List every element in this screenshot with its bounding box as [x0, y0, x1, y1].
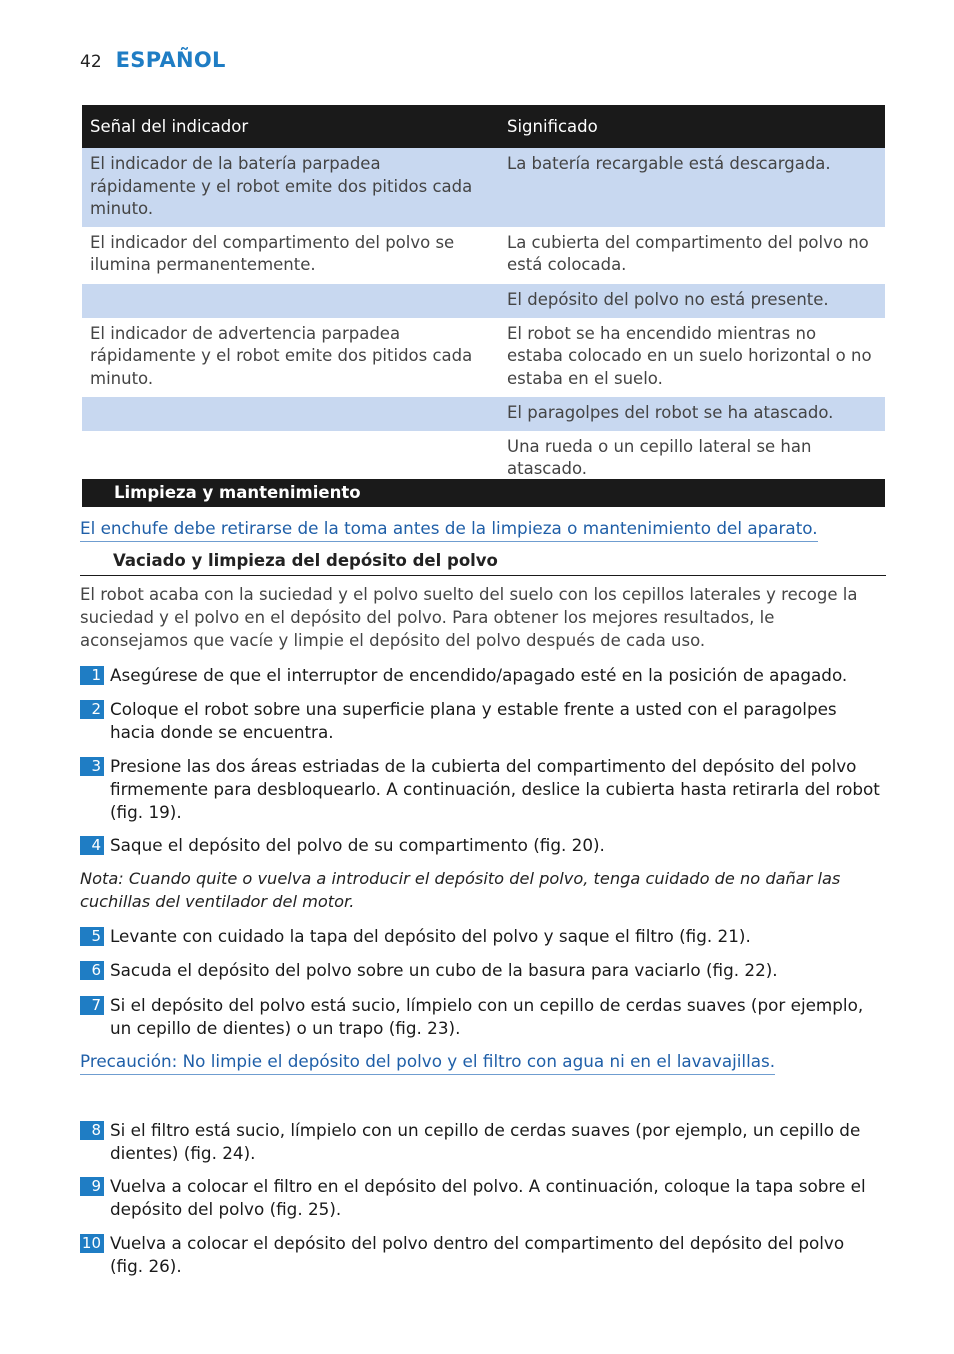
step-item — [80, 994, 880, 1040]
table-header-signal: Señal del indicador — [82, 105, 499, 148]
step-item — [80, 1119, 880, 1165]
step-text: Saque el depósito del polvo de su compartimento (fig. 20). — [110, 835, 605, 855]
language-title: ESPAÑOL — [115, 48, 226, 72]
step-text: Levante con cuidado la tapa del depósito del polvo y saque el filtro (fig. 21). — [110, 926, 751, 946]
page-number: 42 — [80, 52, 102, 72]
caution-text: Precaución: No limpie el depósito del polvo y el filtro con agua ni en el lavavajillas. — [80, 1049, 775, 1075]
step-text: Vuelva a colocar el depósito del polvo dentro del compartimento del depósito del polvo (fig. 26). — [110, 1233, 845, 1276]
table-row — [82, 397, 885, 431]
step-item — [80, 834, 880, 857]
table-cell-meaning: La cubierta del compartimento del polvo no está colocada. — [499, 227, 885, 284]
step-number-badge: 7 — [80, 996, 104, 1015]
step-text: Si el depósito del polvo está sucio, límpielo con un cepillo de cerdas suaves (por ejemplo, un cepillo de dientes) o un trapo (fig. 23). — [110, 995, 864, 1038]
step-number-badge: 5 — [80, 927, 104, 946]
step-number-badge: 2 — [80, 700, 104, 719]
table-cell-meaning: Una rueda o un cepillo lateral se han atascado. — [499, 431, 885, 489]
warning-text: El enchufe debe retirarse de la toma antes de la limpieza o mantenimiento del aparato. — [80, 516, 818, 542]
step-text: Si el filtro está sucio, límpielo con un cepillo de cerdas suaves (por ejemplo, un cepillo de dientes) (fig. 24). — [110, 1120, 861, 1163]
step-item — [80, 959, 880, 982]
table-cell-signal: El indicador del compartimento del polvo se ilumina permanentemente. — [82, 227, 499, 284]
table-cell-signal: El indicador de la batería parpadea rápidamente y el robot emite dos pitidos cada minuto. — [82, 148, 499, 227]
step-number-badge: 3 — [80, 757, 104, 776]
step-item — [80, 1175, 880, 1221]
subheading-text: Vaciado y limpieza del depósito del polvo — [113, 551, 498, 570]
table-cell-meaning: El paragolpes del robot se ha atascado. — [499, 397, 885, 431]
table-cell-signal — [82, 397, 499, 431]
indicator-table — [82, 105, 885, 489]
table-header-meaning: Significado — [499, 105, 885, 148]
step-item — [80, 755, 880, 824]
step-text: Sacuda el depósito del polvo sobre un cubo de la basura para vaciarlo (fig. 22). — [110, 960, 778, 980]
step-text: Coloque el robot sobre una superficie plana y estable frente a usted con el paragolpes hacia donde se encuentra. — [110, 699, 837, 742]
section-title: Limpieza y mantenimiento — [114, 483, 361, 502]
step-number-badge: 8 — [80, 1121, 104, 1140]
step-number-badge: 10 — [80, 1234, 104, 1253]
table-cell-meaning: El depósito del polvo no está presente. — [499, 284, 885, 318]
step-number-badge: 1 — [80, 666, 104, 685]
table-header-row — [82, 105, 885, 148]
section-title-bar — [82, 479, 885, 507]
intro-paragraph: El robot acaba con la suciedad y el polvo suelto del suelo con los cepillos laterales y recoge la suciedad y el polvo en el depósito del polvo. Para obtener los mejores resultados, le aconsejamos que vacíe y limpie el depósito del polvo después de cada uso. — [80, 585, 858, 650]
step-number-badge: 6 — [80, 961, 104, 980]
page-header — [80, 48, 226, 74]
table-cell-meaning: La batería recargable está descargada. — [499, 148, 885, 227]
table-cell-signal — [82, 284, 499, 318]
table-cell-meaning: El robot se ha encendido mientras no estaba colocado en un suelo horizontal o no estaba en el suelo. — [499, 318, 885, 397]
step-number-badge: 9 — [80, 1177, 104, 1196]
step-item — [80, 664, 880, 687]
table-row — [82, 318, 885, 397]
step-text: Vuelva a colocar el filtro en el depósito del polvo. A continuación, coloque la tapa sobre el depósito del polvo (fig. 25). — [110, 1176, 866, 1219]
step-item — [80, 698, 880, 744]
note-text: Nota: Cuando quite o vuelva a introducir el depósito del polvo, tenga cuidado de no dañar las cuchillas del ventilador del motor. — [80, 869, 841, 911]
step-item — [80, 1232, 880, 1278]
step-number-badge: 4 — [80, 836, 104, 855]
table-row — [82, 284, 885, 318]
step-item — [80, 925, 880, 948]
step-text: Asegúrese de que el interruptor de encendido/apagado esté en la posición de apagado. — [110, 665, 848, 685]
subheading — [80, 549, 886, 576]
step-text: Presione las dos áreas estriadas de la cubierta del compartimento del depósito del polvo firmemente para desbloquearlo. A continuación, deslice la cubierta hasta retirarla del robot (fig. 19). — [110, 756, 880, 822]
table-row — [82, 148, 885, 227]
table-row — [82, 227, 885, 284]
table-cell-signal: El indicador de advertencia parpadea rápidamente y el robot emite dos pitidos cada minuto. — [82, 318, 499, 397]
